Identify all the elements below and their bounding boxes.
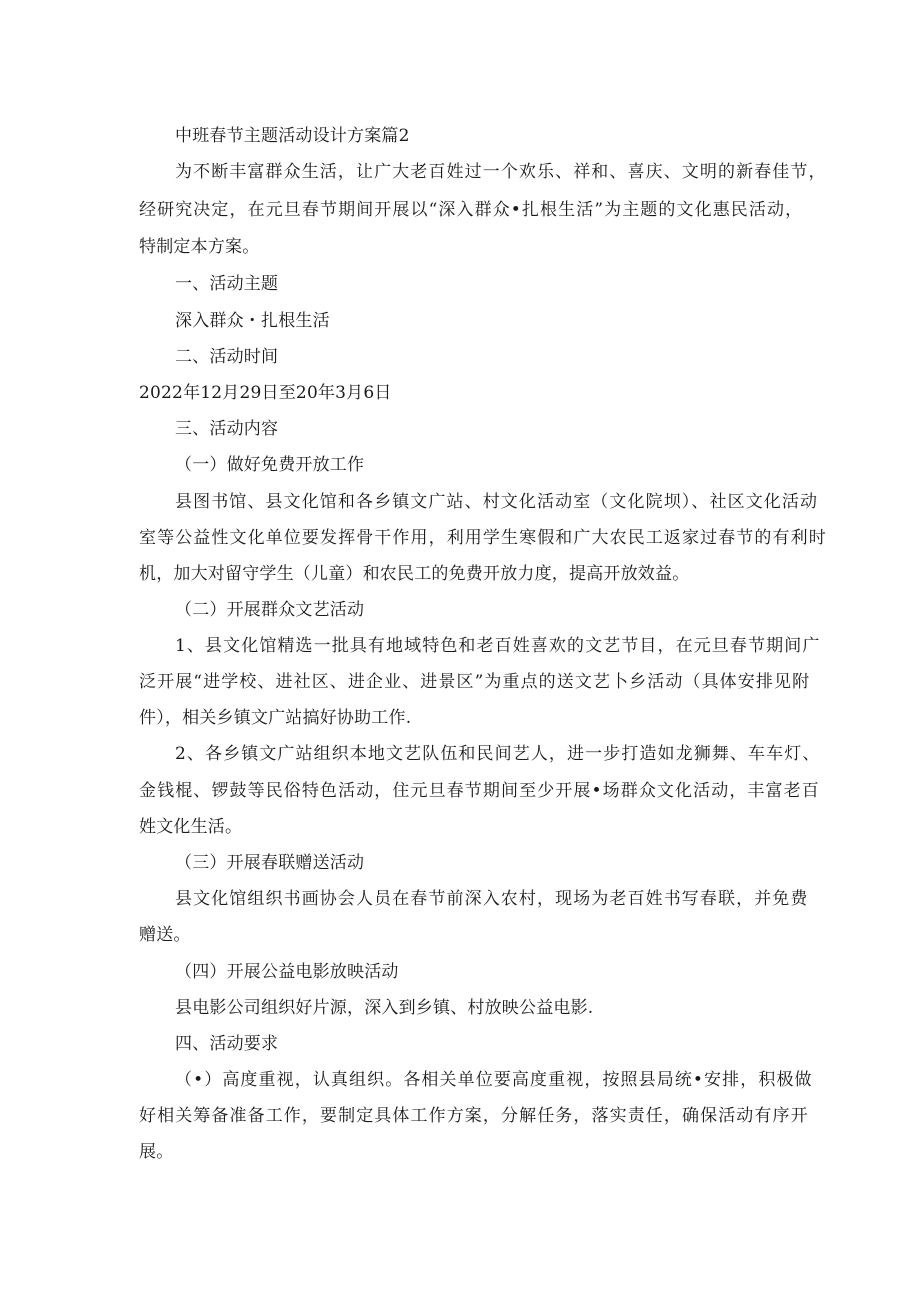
section-3-2-item-1-line-1: 1、县文化馆精选一批具有地域特色和老百姓喜欢的文艺节目，在元旦春节期间广 [175,636,821,656]
intro-line-3: 特制定本方案。 [139,237,260,257]
intro-line-1: 为不断丰富群众生活，让广大老百姓过一个欢乐、祥和、喜庆、文明的新春佳节， [175,162,827,182]
section-3-2-item-2-line-1: 2、各乡镇文广站组织本地文艺队伍和民间艺人，进一步打造如龙狮舞、车车灯、 [175,744,821,764]
document-title: 中班春节主题活动设计方案篇2 [175,126,410,146]
section-3-3-line-2: 赠送。 [139,925,191,945]
section-1-heading: 一、活动主题 [175,274,279,294]
section-3-2-item-2-line-2: 金钱棍、锣鼓等民俗特色活动，住元旦春节期间至少开展•场群众文化活动，丰富老百 [139,781,820,801]
section-3-4-heading: （四）开展公益电影放映活动 [175,962,399,982]
section-3-1-heading: （一）做好免费开放工作 [175,455,365,475]
section-3-3-line-1: 县文化馆组织书画协会人员在春节前深入农村，现场为老百姓书写春联，并免费 [175,889,809,909]
section-3-2-item-1-line-3: 件），相关乡镇文广站搞好协助工作. [139,708,412,728]
section-1-text: 深入群众・扎根生活 [175,311,330,331]
section-3-2-heading: （二）开展群众文艺活动 [175,600,365,620]
section-3-1-line-2: 室等公益性文化单位要发挥骨干作用，利用学生寒假和广大农民工返家过春节的有利时 [139,528,827,548]
section-3-2-item-1-line-2: 泛开展“进学校、进社区、进企业、进景区”为重点的送文艺卜乡活动（具体安排见附 [139,672,811,692]
section-3-1-line-1: 县图书馆、县文化馆和各乡镇文广站、村文化活动室（文化院坝）、社区文化活动 [175,492,819,512]
section-2-text: 2022年12月29日至20年3月6日 [139,383,392,403]
section-4-1-line-2: 好相关筹备准备工作，要制定具体工作方案，分解任务，落实责任，确保活动有序开 [139,1106,809,1126]
section-4-1-line-3: 展。 [139,1142,174,1162]
section-3-3-heading: （三）开展春联赠送活动 [175,853,365,873]
section-2-heading: 二、活动时间 [175,347,279,367]
section-3-2-item-2-line-3: 姓文化生活。 [139,817,243,837]
section-4-1-line-1: （•）高度重视，认真组织。各相关单位要高度重视，按照县局统•安排，积极做 [175,1070,813,1090]
section-3-1-line-3: 机，加大对留守学生（儿童）和农民工的免费开放力度，提高开放效益。 [139,564,690,584]
section-3-4-text: 县电影公司组织好片源，深入到乡镇、村放映公益电影. [175,998,594,1018]
section-3-heading: 三、活动内容 [175,419,279,439]
intro-line-2: 经研究决定，在元旦春节期间开展以“深入群众•扎根生活”为主题的文化惠民活动， [139,200,804,220]
section-4-heading: 四、活动要求 [175,1034,279,1054]
